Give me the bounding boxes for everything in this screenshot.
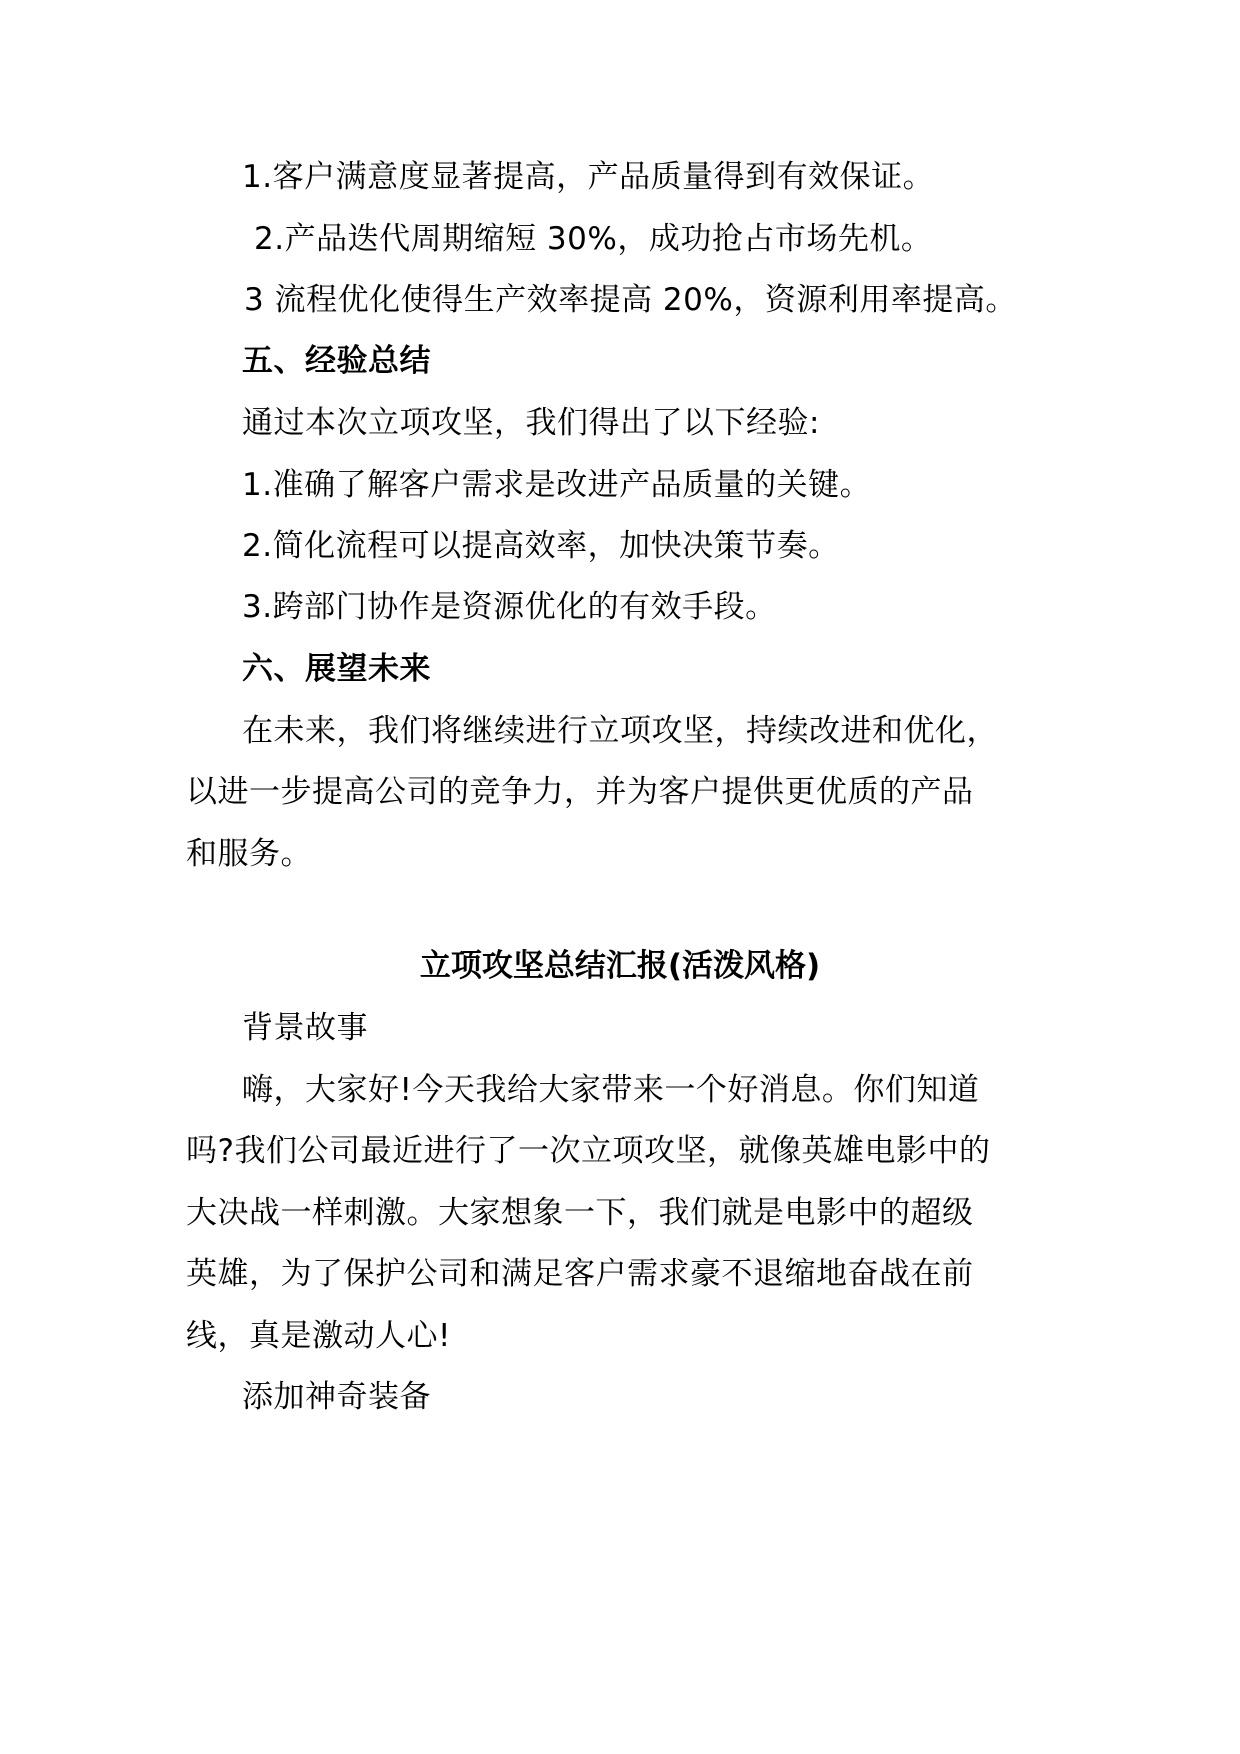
report-title: 立项攻坚总结汇报(活泼风格) (419, 948, 821, 984)
result-item-3: 3 流程优化使得生产效率提高 20%，资源利用率提高。 (244, 282, 1017, 318)
subheading-magic-equipment: 添加神奇装备 (242, 1379, 431, 1415)
experience-intro: 通过本次立项攻坚，我们得出了以下经验: (242, 405, 820, 441)
story-paragraph-line-1: 嗨，大家好!今天我给大家带来一个好消息。你们知道 (242, 1072, 980, 1108)
story-paragraph-line-4: 英雄，为了保护公司和满足客户需求豪不退缩地奋战在前 (186, 1256, 974, 1292)
result-item-1: 1.客户满意度显著提高，产品质量得到有效保证。 (242, 159, 935, 195)
result-item-2: 2.产品迭代周期缩短 30%，成功抢占市场先机。 (254, 221, 933, 257)
experience-item-2: 2.简化流程可以提高效率，加快决策节奏。 (242, 528, 840, 564)
story-paragraph-line-2: 吗?我们公司最近进行了一次立项攻坚，就像英雄电影中的 (186, 1133, 991, 1169)
section-heading-outlook: 六、展望未来 (242, 651, 431, 687)
outlook-paragraph-line-2: 以进一步提高公司的竞争力，并为客户提供更优质的产品 (186, 774, 974, 810)
outlook-paragraph-line-3: 和服务。 (186, 836, 312, 872)
outlook-paragraph-line-1: 在未来，我们将继续进行立项攻坚，持续改进和优化， (242, 713, 998, 749)
story-paragraph-line-3: 大决战一样刺激。大家想象一下，我们就是电影中的超级 (186, 1195, 974, 1231)
experience-item-1: 1.准确了解客户需求是改进产品质量的关键。 (242, 467, 872, 503)
subheading-background-story: 背景故事 (242, 1010, 368, 1046)
experience-item-3: 3.跨部门协作是资源优化的有效手段。 (242, 589, 777, 625)
section-heading-experience: 五、经验总结 (242, 343, 431, 379)
story-paragraph-line-5: 线，真是激动人心! (186, 1318, 451, 1354)
